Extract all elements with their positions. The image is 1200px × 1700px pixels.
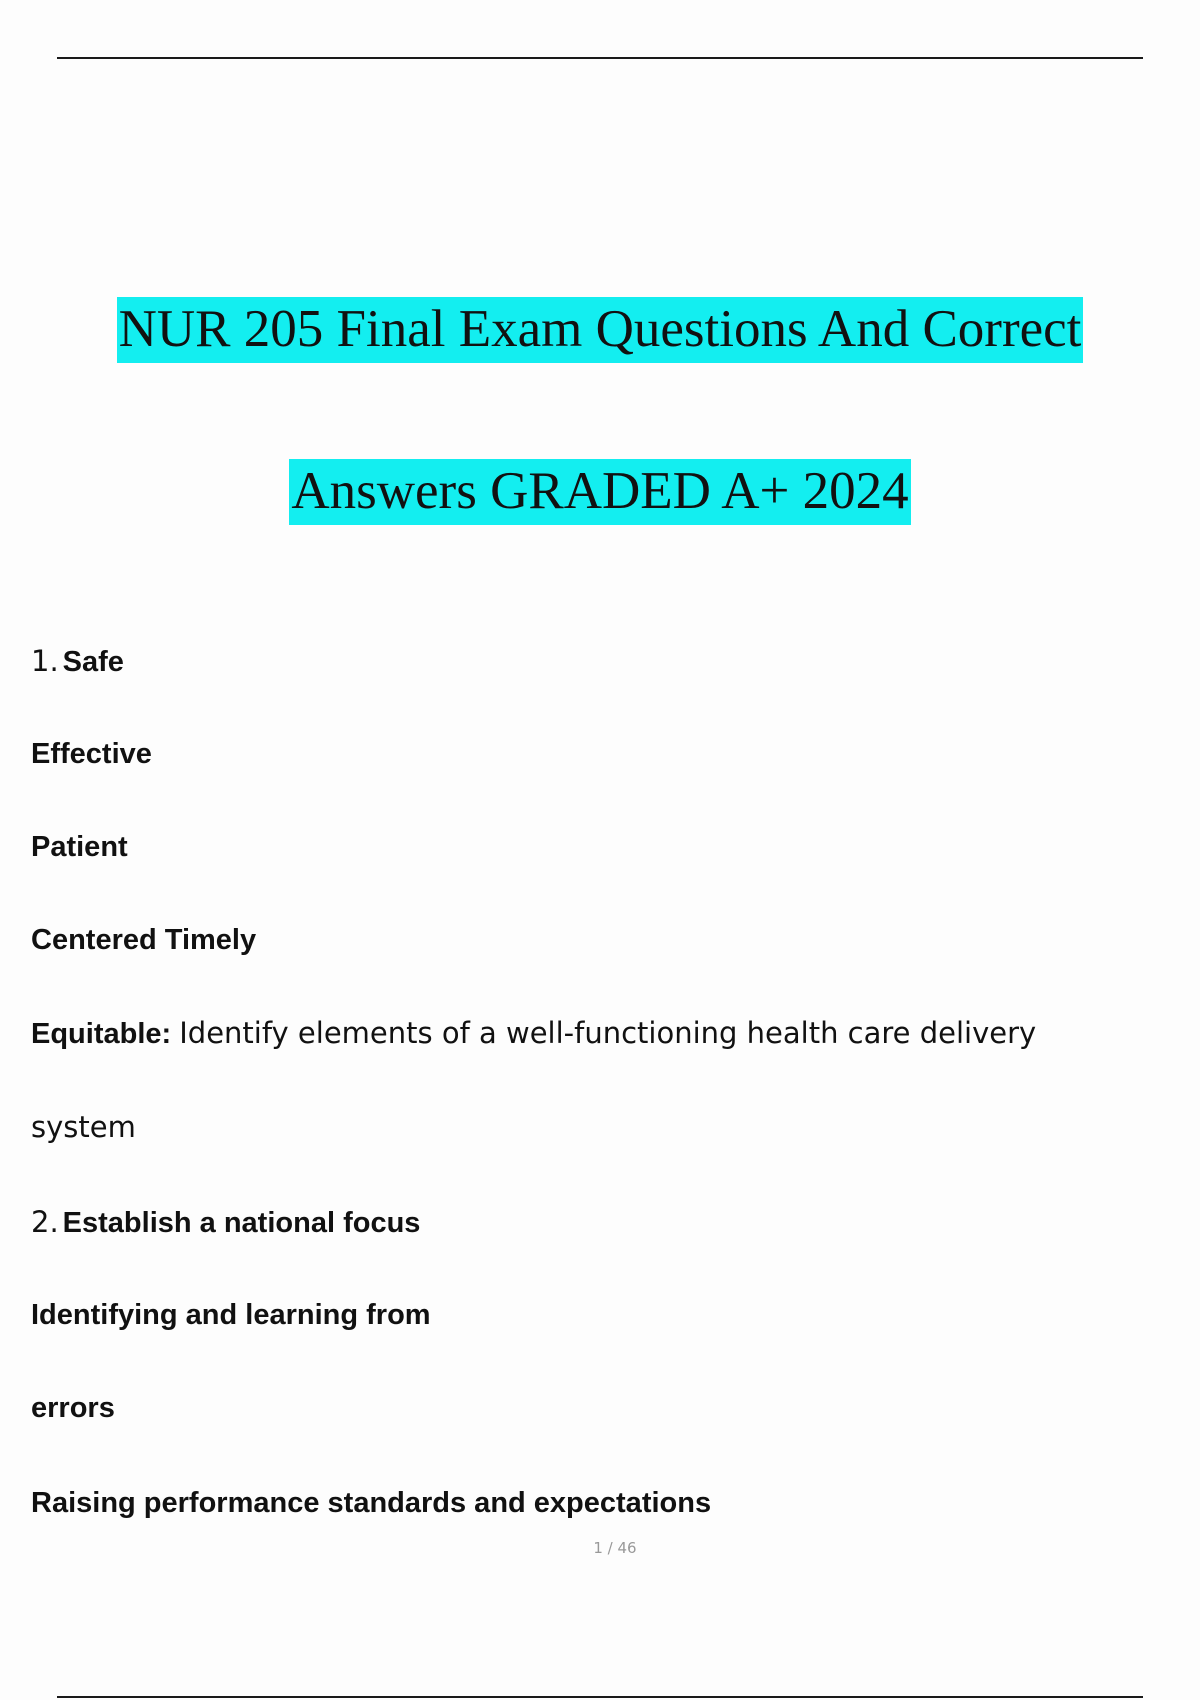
bottom-rule [57, 1696, 1143, 1698]
title-highlight-2: Answers GRADED A+ 2024 [289, 459, 910, 525]
top-rule [57, 57, 1143, 59]
q1-line-5 [31, 1016, 1036, 1052]
title-highlight-1: NUR 205 Final Exam Questions And Correct [117, 297, 1084, 363]
q1-line-4: Centered Timely [31, 924, 257, 956]
document-title-line-1 [0, 297, 1200, 363]
q2-number: 2. [31, 1205, 59, 1239]
page-number: 1 / 46 [593, 1539, 637, 1557]
q1-term-1: Safe [62, 646, 124, 678]
q1-answer-continued: system [31, 1110, 136, 1144]
q1-line-2: Effective [31, 738, 152, 770]
q1-last-term: Equitable: [31, 1018, 172, 1050]
q2-line-4: Raising performance standards and expectations [31, 1487, 712, 1519]
q1-line-3: Patient [31, 831, 128, 863]
q1-number: 1. [31, 644, 59, 678]
q2-term-1: Establish a national focus [62, 1207, 421, 1239]
q1-line-1 [31, 644, 124, 680]
document-title-line-2 [0, 459, 1200, 525]
q1-answer: Identify elements of a well-functioning health care delivery [179, 1016, 1037, 1050]
q2-line-2: Identifying and learning from [31, 1299, 431, 1331]
q2-line-3: errors [31, 1392, 115, 1424]
q2-line-1 [31, 1205, 420, 1241]
